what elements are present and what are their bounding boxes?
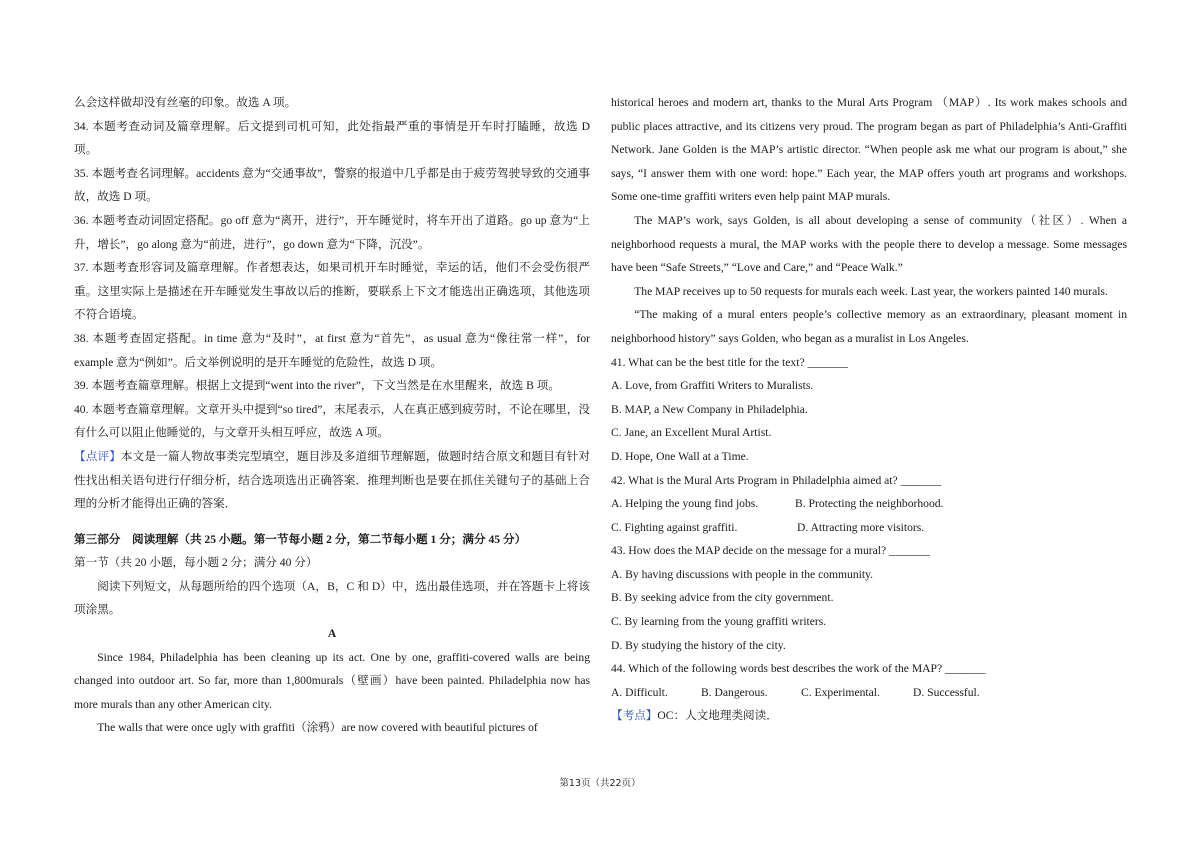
passage-paragraph-2-start: The walls that were once ugly with graffiti（涂鸦）are now covered with beautiful pictures of	[97, 721, 538, 735]
section-title: 第三部分 阅读理解（共 25 小题。第一节每小题 2 分，第二节每小题 1 分；满分 45 分）	[74, 532, 527, 546]
passage-paragraph-3: The MAP’s work, says Golden, is all about developing a sense of community（社区）. When a neighborhood requests a mural, the MAP works with the people there to develop a message. Some messages have been “Safe Streets,” “Love and Care,” and “Peace Walk.”	[611, 213, 1127, 275]
option-42c: C. Fighting against graffiti.	[611, 520, 738, 534]
page-footer: 第13页（共22页）	[559, 778, 641, 789]
instructions: 阅读下列短文，从每题所给的四个选项（A，B，C 和 D）中，选出最佳选项，并在答题卡上将该项涂黑。	[74, 579, 590, 617]
left-column	[74, 91, 590, 740]
explanation-34: 34. 本题考查动词及篇章理解。后文提到司机可知，此处指最严重的事情是开车时打瞌睡，故选 D 项。	[74, 119, 590, 157]
option-41b: B. MAP, a New Company in Philadelphia.	[611, 402, 808, 416]
options-42-row-2	[611, 516, 1127, 540]
option-44c: C. Experimental.	[801, 685, 880, 699]
point-paragraph	[611, 704, 1127, 728]
option-44b: B. Dangerous.	[701, 685, 768, 699]
passage-paragraph-5: “The making of a mural enters people’s collective memory as an extraordinary, pleasant moment in neighborhood history” says Golden, who began as a muralist in Los Angeles.	[611, 308, 1127, 345]
option-41c: C. Jane, an Excellent Mural Artist.	[611, 426, 772, 440]
review-text: 本文是一篇人物故事类完型填空，题目涉及多道细节理解题，做题时结合原文和题目有针对 性找出相关语句进行仔细分析，结合选项选出正确答案．推理判断也是要在抓住关键句子的基础上合理的分析才能得出正确的答案．	[74, 449, 590, 511]
option-41a: A. Love, from Graffiti Writers to Muralists.	[611, 379, 814, 393]
explanation-35: 35. 本题考查名词理解。accidents 意为“交通事故”，警察的报道中几乎都是由于疲劳驾驶导致的交通事故，故选 D 项。	[74, 166, 590, 204]
explanation-36: 36. 本题考查动词固定搭配。go off 意为“离开，进行”，开车睡觉时，将车开出了道路。go up 意为“上升，增长”，go along 意为“前进，进行”，go down 意为“下降，沉没”。	[74, 213, 590, 251]
passage-paragraph-4: The MAP receives up to 50 requests for murals each week. Last year, the workers painted 140 murals.	[634, 284, 1108, 298]
explanation-37: 37. 本题考查形容词及篇章理解。作者想表达，如果司机开车时睡觉，幸运的话，他们不会受伤很严重。这里实际上是描述在开车睡觉发生事故以后的推断，要联系上下文才能选出正确选项，其他选项不符合语境。	[74, 261, 590, 322]
option-44d: D. Successful.	[913, 685, 980, 699]
point-text: OC：人文地理类阅读．	[657, 709, 778, 723]
passage-paragraph-2-cont: historical heroes and modern art, thanks to the Mural Arts Program （MAP）. Its work makes schools and public places attractive, and its citizens very proud. The program began as part of Philadelphia’s Anti-Graffiti Network. Jane Golden is the MAP’s artistic director. “When people ask me what our program is about,” she says, “I answer them with one word: hope.” Each year, the MAP offers youth art programs and workshops. Some one-time graffiti writers even help paint MAP murals.	[611, 96, 1127, 204]
question-44: 44. Which of the following words best describes the work of the MAP? _______	[611, 662, 986, 676]
question-42: 42. What is the Mural Arts Program in Philadelphia aimed at? _______	[611, 473, 942, 487]
option-41d: D. Hope, One Wall at a Time.	[611, 449, 749, 463]
options-44-row	[611, 681, 1127, 705]
explanation-40: 40. 本题考查篇章理解。文章开头中提到“so tired”，末尾表示，人在真正感到疲劳时，不论在哪里，没有什么可以阻止他睡觉的，与文章开头相互呼应，故选 A 项。	[74, 402, 590, 440]
question-43: 43. How does the MAP decide on the message for a mural? _______	[611, 544, 930, 558]
passage-paragraph-1: Since 1984, Philadelphia has been cleaning up its act. One by one, graffiti-covered walls are being changed into outdoor art. So far, more than 1,800murals（壁画）have been painted. Philadelphia now has more murals than any other American city.	[74, 650, 590, 711]
option-44a: A. Difficult.	[611, 685, 668, 699]
section-subtitle: 第一节（共 20 小题，每小题 2 分；满分 40 分）	[74, 556, 318, 570]
explanation-38: 38. 本题考查固定搭配。in time 意为“及时”，at first 意为“首先”，as usual 意为“像往常一样”，for example 意为“例如”。后文举例说明的是开车睡觉的危险性，故选 D 项。	[74, 331, 590, 369]
option-42b: B. Protecting the neighborhood.	[795, 497, 944, 511]
option-43b: B. By seeking advice from the city government.	[611, 591, 834, 605]
options-42-row-1	[611, 492, 1127, 516]
passage-label: A	[327, 627, 337, 641]
option-42d: D. Attracting more visitors.	[797, 520, 925, 534]
review-paragraph	[74, 445, 590, 516]
right-column	[611, 91, 1127, 728]
option-43d: D. By studying the history of the city.	[611, 638, 786, 652]
option-43c: C. By learning from the young graffiti writers.	[611, 615, 827, 629]
explanation-39: 39. 本题考查篇章理解。根据上文提到“went into the river”，下文当然是在水里醒来，故选 B 项。	[74, 379, 560, 393]
option-43a: A. By having discussions with people in the community.	[611, 567, 874, 581]
point-tag: 【考点】	[611, 709, 658, 723]
option-42a: A. Helping the young find jobs.	[611, 497, 759, 511]
question-41: 41. What can be the best title for the text? _______	[611, 355, 849, 369]
explanation-33-end: 么会这样做却没有丝毫的印象。故选 A 项。	[74, 96, 297, 109]
review-tag: 【点评】	[74, 449, 121, 463]
